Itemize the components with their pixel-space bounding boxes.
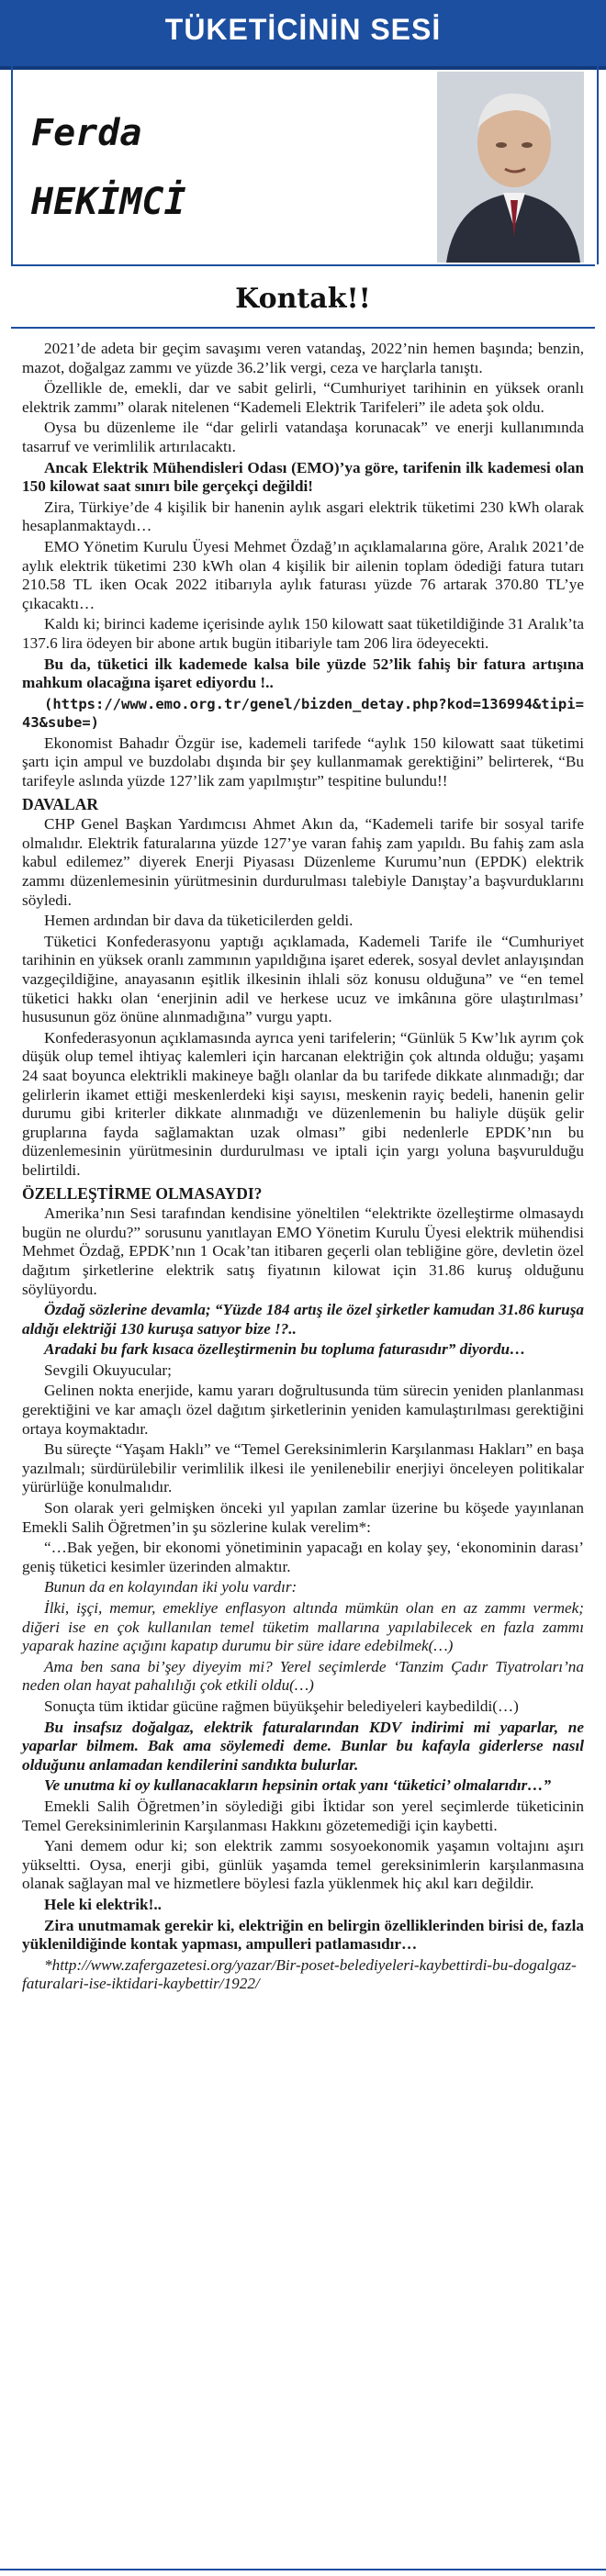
paragraph: Ancak Elektrik Mühendisleri Odası (EMO)’ya göre, tarifenin ilk kademesi olan 150 kilowat saat sınırı bile gerçekçi değildi!: [22, 458, 584, 496]
paragraph: İlki, işçi, memur, emekliye enflasyon altında mümkün olan en az zammı vermek; diğeri ise en çok kullanılan temel tüketim mallarına yapılabilecek en fazla zammı yaparak hazine açığını kapatıp durumu bir süre idare edebilmek(…): [22, 1599, 584, 1655]
paragraph: Emekli Salih Öğretmen’in söylediği gibi İktidar son yerel seçimlerde tüketicinin Temel Gereksinimlerinin Karşılanması Hakkını gözetemediği için kaybetti.: [22, 1797, 584, 1834]
bottom-divider: [0, 2569, 606, 2570]
divider: [11, 327, 595, 329]
paragraph: Ama ben sana bi’şey diyeyim mi? Yerel seçimlerde ‘Tanzim Çadır Tiyatroları’na neden olan hayat pahalılığı çok etkili oldu(…): [22, 1657, 584, 1695]
paragraph: “…Bak yeğen, bir ekonomi yönetiminin yapacağı en kolay şey, ‘ekonominin darası’ geniş tüketici kesimler üzerinden almaktır.: [22, 1539, 584, 1575]
section-header: [0, 0, 606, 70]
paragraph: Hele ki elektrik!..: [44, 1895, 162, 1913]
subheading-ozellestirme: ÖZELLEŞTİRME OLMASAYDI?: [22, 1183, 263, 1203]
paragraph: Konfederasyonun açıklamasında ayrıca yeni tarifelerin; “Günlük 5 Kw’lık ayrım çok düşük olup temel ihtiyaç kalemleri için harcanan elektriğin çok altında olduğu; yaşamı 24 saat boyunca elektrikli makineye bağlı olanlar da bu tarifede dikkate alınmadığı; dar gelirlerin ikamet ettiği meskenlerdeki kişi sayısı, meskenin rayiç bedeli, hanenin gelir durumu gibi kriterler dikkate alınmadığı ve düzenlemenin bu haliyle düşük gelir gruplarına fayda sağlamaktan uzak olması” gibi nedenlerle EPDK’nın bu düzenlemesinin yürütmesinin durdurulması ve iptali için yargı yoluna başvurulduğu belirtildi.: [22, 1028, 584, 1179]
article-body: [22, 340, 584, 1996]
paragraph: EMO Yönetim Kurulu Üyesi Mehmet Özdağ’ın açıklamalarına göre, Aralık 2021’de aylık elektrik tüketimi 230 kWh olan 4 kişilik bir ailenin toplam ödediği fatura tutarı 210.58 TL iken Ocak 2022 itibarıyla aylık faturası yüzde 76 artarak 370.80 TL’ye çıkacaktı…: [22, 537, 584, 612]
author-first-name: Ferda: [31, 112, 142, 154]
article-title: Kontak!!: [235, 283, 371, 315]
author-box: [11, 66, 599, 264]
paragraph: Sonuçta tüm iktidar gücüne rağmen büyükşehir belediyeleri kaybedildi(…): [44, 1697, 519, 1715]
paragraph: Amerika’nın Sesi tarafından kendisine yöneltilen “elektrikte özelleştirme olmasaydı bugün ne olurdu?” sorusunu yanıtlayan EMO Yönetim Kurulu Üyesi elektrik mühendisi Mehmet Özdağ, EPDK’nın 1 Ocak’tan itibaren geçerli olan tebliğine göre, devletin özel dağıtım şirketlerine elektrik satış fiyatının kilowat için 31.86 kuruş olduğunu söylüyordu.: [22, 1204, 584, 1298]
author-last-name: HEKİMCİ: [31, 181, 186, 223]
paragraph: Zira, Türkiye’de 4 kişilik bir hanenin aylık asgari elektrik tüketimi 230 kWh olarak hesaplanmaktaydı…: [22, 498, 584, 535]
paragraph: Ve unutma ki oy kullanacakların hepsinin ortak yanı ‘tüketici’ olmalarıdır…”: [44, 1776, 552, 1795]
paragraph: Zira unutmamak gerekir ki, elektriğin en belirgin özelliklerinden birisi de, fazla yüklenildiğinde kontak yapması, ampulleri patlamasıdır…: [22, 1916, 584, 1954]
paragraph: Son olarak yeri gelmişken önceki yıl yapılan zamlar üzerine bu köşede yayınlanan Emekli Salih Öğretmen’in şu sözlerine kulak verelim*:: [22, 1499, 584, 1536]
paragraph: CHP Genel Başkan Yardımcısı Ahmet Akın da, “Kademeli tarife bir sosyal tarife olmalıdır. Elektrik faturalarına yüzde 127’ye varan fahiş zam yapıldı. Bu fahiş zam asla kabul edilemez” diyerek Enerji Piyasası Düzenleme Kurumu’nun (EPDK) elektrik zammı düzenlemesinin yürütmesinin durdurulması talebiyle Danıştay’a başvurduklarını söyledi.: [22, 815, 584, 909]
divider: [11, 264, 595, 266]
author-photo: [437, 72, 584, 263]
paragraph: Bu süreçte “Yaşam Haklı” ve “Temel Gereksinimlerin Karşılanması Hakları” en başa yazılmalı; sürdürülebilir verimlilik ilkesi ile yenilenebilir enerjiyi önceleyen politikalar yürürlüğe konulmalıdır.: [22, 1440, 584, 1496]
paragraph: Bu insafsız doğalgaz, elektrik faturalarından KDV indirimi mi yaparlar, ne yaparlar bilmem. Bak ama söylemedi deme. Bunlar bu kafayla giderlerse nasıl olduğunu anlamadan kendilerini sandıkta bulurlar.: [22, 1718, 584, 1774]
paragraph: Yani demem odur ki; son elektrik zammı sosyoekonomik yaşamın voltajını aşırı yükseltti. Oysa, enerji gibi, günlük yaşamda temel gereksinimlerin karşılanmasına olanak sağlayan mal ve hizmetlere böylesi fazla yüklenmek hiç akıl karı değildir.: [22, 1837, 584, 1893]
paragraph: 2021’de adeta bir geçim savaşımı veren vatandaş, 2022’nin hemen başında; benzin, mazot, doğalgaz zammı ve yüzde 36.2’lik vergi, ceza ve harçlarla tanıştı.: [22, 340, 584, 376]
subheading-davalar: DAVALAR: [22, 794, 98, 813]
paragraph: Ekonomist Bahadır Özgür ise, kademeli tarifede “aylık 150 kilowatt saat tüketimi şartı için ampul ve buzdolabı dışında bir şey kullanmamak gerektiğini” belirterek, “Bu tarifeyle aslında yüzde 127’lik zam yapılmıştır” tespitine bulundu!!: [22, 734, 584, 790]
footnote-link: *http://www.zafergazetesi.org/yazar/Bir-poset-belediyeleri-kaybettirdi-bu-dogalgaz-faturalari-ise-iktidari-kaybettir/1922/: [22, 1955, 577, 1993]
paragraph: Oysa bu düzenleme ile “dar gelirli vatandaşa korunacak” ve enerji kullanımında tasarruf ve verimlilik artırılacaktı.: [22, 419, 584, 455]
paragraph: Özdağ sözlerine devamla; “Yüzde 184 artış ile özel şirketler kamudan 31.86 kuruşa aldığı elektriği 130 kuruşa satıyor bize !?..: [22, 1301, 584, 1338]
source-link: (https://www.emo.org.tr/genel/bizden_detay.php?kod=136994&tipi=43&sube=): [22, 695, 584, 732]
paragraph: Bunun da en kolayından iki yolu vardır:: [44, 1578, 297, 1596]
paragraph: Sevgili Okuyucular;: [44, 1361, 172, 1379]
paragraph: Tüketici Konfederasyonu yaptığı açıklamada, Kademeli Tarife ile “Cumhuriyet tarihinin en yüksek oranlı zammının yapıldığına işaret ederek, sosyal devlet anlayışından vazgeçildiğine, anayasanın eşitlik ilkesinin ihlali söz konusu olduğuna” ve “en temel tüketici hakkı olan ‘enerjinin adil ve herkese ucuz ve imkânına göre ulaştırılması’ hususunun göz önüne alınmadığına” vurgu yaptı.: [22, 932, 584, 1026]
paragraph: Gelinen nokta enerjide, kamu yararı doğrultusunda tüm sürecin yeniden planlanması gerektiğini ve kar amaçlı özel dağıtım şirketlerinin yeniden kamulaştırılması gerektiğini ortaya koymaktadır.: [22, 1382, 584, 1438]
paragraph: Kaldı ki; birinci kademe içerisinde aylık 150 kilowatt saat tüketildiğinde 31 Aralık’ta 137.6 lira ödeyen bir abone artık bugün itibariyle tam 206 lira ödeyecekti.: [22, 615, 584, 652]
section-title: TÜKETİCİNİN SESİ: [164, 13, 442, 46]
author-portrait-icon: [437, 72, 584, 263]
paragraph: Hemen ardından bir dava da tüketicilerden geldi.: [44, 912, 354, 930]
paragraph: Aradaki bu fark kısaca özelleştirmenin bu topluma faturasıdır” diyordu…: [44, 1340, 526, 1359]
paragraph: Bu da, tüketici ilk kademede kalsa bile yüzde 52’lik fahiş bir fatura artışına mahkum olacağına işaret ediyordu !..: [22, 655, 584, 692]
paragraph: Özellikle de, emekli, dar ve sabit gelirli, “Cumhuriyet tarihinin en yüksek oranlı elektrik zammı” olarak nitelenen “Kademeli Elektrik Tarifeleri” ile adeta şok oldu.: [22, 379, 584, 416]
